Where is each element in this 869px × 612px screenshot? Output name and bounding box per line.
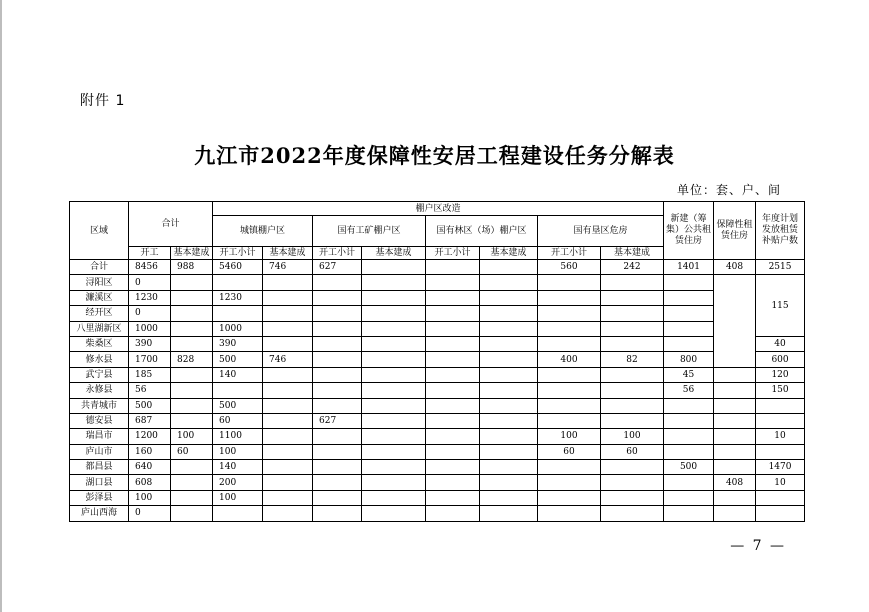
cell-m-done — [362, 352, 426, 367]
cell-t-start: 160 — [129, 444, 171, 459]
cell-r-start — [538, 398, 601, 413]
table-row — [70, 260, 805, 275]
cell-r-start: 100 — [538, 429, 601, 444]
cell-guarantee — [714, 490, 756, 505]
cell-subsidy — [756, 444, 805, 459]
cell-guarantee — [714, 413, 756, 428]
cell-guarantee — [714, 383, 756, 398]
cell-new-rental: 56 — [664, 383, 714, 398]
cell-r-done: 242 — [601, 260, 664, 275]
cell-u-done — [263, 383, 313, 398]
cell-new-rental: 45 — [664, 367, 714, 382]
cell-u-start: 390 — [213, 336, 263, 351]
cell-r-done: 60 — [601, 444, 664, 459]
cell-r-start — [538, 275, 601, 290]
cell-u-done — [263, 306, 313, 321]
cell-new-rental — [664, 336, 714, 351]
header-new-rental: 新建（筹集）公共租赁住房 — [664, 202, 714, 260]
cell-f-start — [426, 460, 480, 475]
table-row — [70, 413, 805, 428]
table-row — [70, 352, 805, 367]
cell-r-start: 560 — [538, 260, 601, 275]
cell-m-start: 627 — [313, 260, 362, 275]
cell-r-done — [601, 413, 664, 428]
cell-m-start — [313, 336, 362, 351]
cell-f-done — [480, 398, 538, 413]
cell-t-start: 0 — [129, 506, 171, 521]
cell-guarantee — [714, 460, 756, 475]
cell-u-done — [263, 321, 313, 336]
cell-r-start — [538, 290, 601, 305]
cell-r-start — [538, 506, 601, 521]
cell-u-start — [213, 506, 263, 521]
cell-t-start: 1230 — [129, 290, 171, 305]
cell-t-done: 988 — [171, 260, 213, 275]
cell-m-start — [313, 290, 362, 305]
cell-r-start — [538, 460, 601, 475]
subheader-urban-done: 基本建成 — [263, 247, 313, 260]
table-row — [70, 290, 805, 305]
cell-f-start — [426, 506, 480, 521]
cell-m-done — [362, 367, 426, 382]
cell-guarantee — [714, 444, 756, 459]
cell-m-done — [362, 336, 426, 351]
cell-f-start — [426, 429, 480, 444]
cell-m-done — [362, 383, 426, 398]
cell-f-start — [426, 321, 480, 336]
cell-f-done — [480, 367, 538, 382]
cell-guarantee — [714, 367, 756, 382]
table-row — [70, 444, 805, 459]
table-row — [70, 490, 805, 505]
cell-f-start — [426, 275, 480, 290]
cell-new-rental — [664, 490, 714, 505]
cell-r-done — [601, 398, 664, 413]
cell-region: 武宁县 — [70, 367, 129, 382]
cell-new-rental — [664, 306, 714, 321]
cell-t-done — [171, 490, 213, 505]
cell-u-done — [263, 475, 313, 490]
cell-m-start — [313, 275, 362, 290]
cell-m-start — [313, 475, 362, 490]
cell-region: 八里湖新区 — [70, 321, 129, 336]
page-edge-line — [0, 0, 2, 612]
cell-u-start: 140 — [213, 367, 263, 382]
cell-m-start — [313, 506, 362, 521]
cell-region: 彭泽县 — [70, 490, 129, 505]
cell-region: 德安县 — [70, 413, 129, 428]
cell-t-start: 100 — [129, 490, 171, 505]
cell-subsidy: 600 — [756, 352, 805, 367]
cell-m-done — [362, 475, 426, 490]
cell-u-done — [263, 460, 313, 475]
cell-m-done — [362, 306, 426, 321]
cell-r-done — [601, 306, 664, 321]
cell-f-done — [480, 275, 538, 290]
cell-subsidy: 2515 — [756, 260, 805, 275]
cell-t-start: 1200 — [129, 429, 171, 444]
cell-subsidy: 1470 — [756, 460, 805, 475]
cell-u-done — [263, 290, 313, 305]
cell-u-start: 60 — [213, 413, 263, 428]
header-urban-shantytown: 城镇棚户区 — [213, 216, 313, 247]
cell-f-done — [480, 352, 538, 367]
cell-m-start — [313, 383, 362, 398]
cell-t-done — [171, 398, 213, 413]
cell-m-done — [362, 490, 426, 505]
cell-m-done — [362, 275, 426, 290]
cell-m-start — [313, 490, 362, 505]
cell-guarantee: 408 — [714, 260, 756, 275]
cell-m-done — [362, 506, 426, 521]
task-breakdown-table — [69, 201, 805, 522]
table-row — [70, 460, 805, 475]
cell-u-start: 5460 — [213, 260, 263, 275]
cell-t-done: 828 — [171, 352, 213, 367]
subheader-mine-start: 开工小计 — [313, 247, 362, 260]
cell-u-done: 746 — [263, 352, 313, 367]
cell-r-start — [538, 383, 601, 398]
cell-r-done — [601, 383, 664, 398]
cell-subsidy-merged: 115 — [756, 275, 805, 337]
cell-region: 瑞昌市 — [70, 429, 129, 444]
cell-new-rental — [664, 321, 714, 336]
cell-f-start — [426, 336, 480, 351]
cell-f-done — [480, 413, 538, 428]
cell-u-start: 200 — [213, 475, 263, 490]
cell-r-done: 100 — [601, 429, 664, 444]
cell-m-done — [362, 321, 426, 336]
cell-subsidy: 10 — [756, 429, 805, 444]
cell-new-rental — [664, 444, 714, 459]
cell-u-start: 1000 — [213, 321, 263, 336]
cell-t-done — [171, 290, 213, 305]
cell-subsidy: 10 — [756, 475, 805, 490]
cell-u-done — [263, 275, 313, 290]
cell-r-done — [601, 475, 664, 490]
cell-r-done: 82 — [601, 352, 664, 367]
cell-region: 经开区 — [70, 306, 129, 321]
attachment-label: 附件 1 — [80, 93, 126, 109]
cell-u-done — [263, 367, 313, 382]
subheader-reclaim-done: 基本建成 — [601, 247, 664, 260]
header-annual-subsidy: 年度计划发放租赁补贴户数 — [756, 202, 805, 260]
document-title: 九江市2022年度保障性安居工程建设任务分解表 — [194, 143, 675, 168]
cell-u-done — [263, 398, 313, 413]
header-forest-shantytown: 国有林区（场）棚户区 — [426, 216, 538, 247]
cell-m-start: 627 — [313, 413, 362, 428]
cell-f-start — [426, 367, 480, 382]
cell-new-rental: 1401 — [664, 260, 714, 275]
cell-guarantee — [714, 506, 756, 521]
header-guarantee-rental: 保障性租赁住房 — [714, 202, 756, 260]
cell-region: 共青城市 — [70, 398, 129, 413]
cell-t-done — [171, 413, 213, 428]
cell-m-start — [313, 444, 362, 459]
cell-f-start — [426, 383, 480, 398]
cell-m-done — [362, 460, 426, 475]
cell-new-rental: 500 — [664, 460, 714, 475]
cell-f-done — [480, 490, 538, 505]
cell-u-done — [263, 336, 313, 351]
header-state-mine-shantytown: 国有工矿棚户区 — [313, 216, 426, 247]
cell-t-start: 1700 — [129, 352, 171, 367]
cell-new-rental — [664, 506, 714, 521]
table-row — [70, 321, 805, 336]
cell-f-start — [426, 352, 480, 367]
subheader-forest-start: 开工小计 — [426, 247, 480, 260]
cell-subsidy: 120 — [756, 367, 805, 382]
cell-f-start — [426, 260, 480, 275]
table-row — [70, 506, 805, 521]
cell-m-done — [362, 444, 426, 459]
cell-m-done — [362, 290, 426, 305]
cell-u-start: 500 — [213, 398, 263, 413]
cell-r-start: 400 — [538, 352, 601, 367]
cell-region: 濂溪区 — [70, 290, 129, 305]
cell-f-start — [426, 413, 480, 428]
cell-region: 湖口县 — [70, 475, 129, 490]
cell-guarantee: 408 — [714, 475, 756, 490]
cell-m-start — [313, 367, 362, 382]
table-row — [70, 367, 805, 382]
cell-r-start — [538, 475, 601, 490]
cell-u-start — [213, 275, 263, 290]
subheader-total-done: 基本建成 — [171, 247, 213, 260]
table-row — [70, 383, 805, 398]
cell-t-start: 640 — [129, 460, 171, 475]
cell-guarantee — [714, 429, 756, 444]
cell-f-done — [480, 290, 538, 305]
cell-u-done: 746 — [263, 260, 313, 275]
cell-r-done — [601, 460, 664, 475]
cell-t-done — [171, 275, 213, 290]
cell-u-done — [263, 506, 313, 521]
cell-t-start: 0 — [129, 306, 171, 321]
cell-new-rental — [664, 275, 714, 290]
cell-t-done — [171, 321, 213, 336]
header-region: 区域 — [70, 202, 129, 260]
cell-u-done — [263, 490, 313, 505]
cell-t-start: 56 — [129, 383, 171, 398]
cell-subsidy — [756, 398, 805, 413]
cell-subsidy — [756, 490, 805, 505]
cell-u-start: 500 — [213, 352, 263, 367]
table-row — [70, 429, 805, 444]
cell-new-rental — [664, 429, 714, 444]
cell-t-start: 608 — [129, 475, 171, 490]
cell-t-done — [171, 383, 213, 398]
cell-r-done — [601, 490, 664, 505]
cell-f-start — [426, 490, 480, 505]
header-shantytown: 棚户区改造 — [213, 202, 664, 216]
cell-f-start — [426, 306, 480, 321]
cell-new-rental — [664, 413, 714, 428]
cell-t-start: 1000 — [129, 321, 171, 336]
cell-m-done — [362, 260, 426, 275]
cell-t-done — [171, 475, 213, 490]
cell-u-start — [213, 383, 263, 398]
cell-region: 柴桑区 — [70, 336, 129, 351]
table-row — [70, 275, 805, 290]
cell-f-done — [480, 444, 538, 459]
cell-u-start: 100 — [213, 490, 263, 505]
page-number: — 7 — — [730, 538, 786, 554]
cell-region: 合计 — [70, 260, 129, 275]
cell-f-done — [480, 260, 538, 275]
cell-r-start — [538, 490, 601, 505]
subheader-mine-done: 基本建成 — [362, 247, 426, 260]
cell-r-start — [538, 367, 601, 382]
cell-m-start — [313, 398, 362, 413]
cell-m-start — [313, 352, 362, 367]
cell-t-start: 0 — [129, 275, 171, 290]
cell-r-done — [601, 506, 664, 521]
cell-r-start — [538, 336, 601, 351]
header-reclaim-dilapidated: 国有垦区危房 — [538, 216, 664, 247]
cell-region: 修水县 — [70, 352, 129, 367]
cell-r-start — [538, 413, 601, 428]
cell-f-start — [426, 290, 480, 305]
cell-new-rental: 800 — [664, 352, 714, 367]
cell-m-start — [313, 460, 362, 475]
cell-u-start: 1100 — [213, 429, 263, 444]
cell-region: 庐山市 — [70, 444, 129, 459]
cell-u-start: 140 — [213, 460, 263, 475]
cell-r-done — [601, 321, 664, 336]
cell-u-start — [213, 306, 263, 321]
cell-t-done: 60 — [171, 444, 213, 459]
cell-f-done — [480, 321, 538, 336]
cell-r-start — [538, 321, 601, 336]
cell-f-done — [480, 383, 538, 398]
subheader-urban-start: 开工小计 — [213, 247, 263, 260]
cell-new-rental — [664, 398, 714, 413]
cell-t-done — [171, 306, 213, 321]
cell-region: 永修县 — [70, 383, 129, 398]
cell-t-start: 687 — [129, 413, 171, 428]
cell-f-start — [426, 444, 480, 459]
cell-f-done — [480, 336, 538, 351]
cell-m-done — [362, 413, 426, 428]
cell-t-done — [171, 336, 213, 351]
cell-t-done — [171, 367, 213, 382]
cell-subsidy: 150 — [756, 383, 805, 398]
cell-t-start: 185 — [129, 367, 171, 382]
cell-u-start: 1230 — [213, 290, 263, 305]
cell-r-done — [601, 290, 664, 305]
cell-r-start: 60 — [538, 444, 601, 459]
cell-f-done — [480, 460, 538, 475]
cell-f-start — [426, 398, 480, 413]
cell-f-done — [480, 475, 538, 490]
table-row — [70, 336, 805, 351]
cell-region: 都昌县 — [70, 460, 129, 475]
cell-guarantee — [714, 398, 756, 413]
table-row — [70, 475, 805, 490]
cell-t-done — [171, 460, 213, 475]
cell-u-done — [263, 429, 313, 444]
cell-m-start — [313, 306, 362, 321]
cell-u-start: 100 — [213, 444, 263, 459]
cell-r-done — [601, 367, 664, 382]
cell-u-done — [263, 413, 313, 428]
cell-t-start: 500 — [129, 398, 171, 413]
cell-region: 庐山西海 — [70, 506, 129, 521]
cell-subsidy: 40 — [756, 336, 805, 351]
cell-r-done — [601, 275, 664, 290]
cell-t-done — [171, 506, 213, 521]
cell-m-done — [362, 398, 426, 413]
cell-new-rental — [664, 290, 714, 305]
table-row — [70, 398, 805, 413]
cell-guarantee-merged — [714, 275, 756, 367]
subheader-reclaim-start: 开工小计 — [538, 247, 601, 260]
cell-t-start: 8456 — [129, 260, 171, 275]
cell-u-done — [263, 444, 313, 459]
cell-new-rental — [664, 475, 714, 490]
cell-t-done: 100 — [171, 429, 213, 444]
header-total: 合计 — [129, 202, 213, 247]
cell-f-done — [480, 429, 538, 444]
table-row — [70, 306, 805, 321]
cell-m-start — [313, 321, 362, 336]
cell-region: 浔阳区 — [70, 275, 129, 290]
cell-t-start: 390 — [129, 336, 171, 351]
cell-m-done — [362, 429, 426, 444]
subheader-total-start: 开工 — [129, 247, 171, 260]
cell-r-start — [538, 306, 601, 321]
subheader-forest-done: 基本建成 — [480, 247, 538, 260]
cell-f-start — [426, 475, 480, 490]
cell-f-done — [480, 306, 538, 321]
cell-r-done — [601, 336, 664, 351]
cell-subsidy — [756, 413, 805, 428]
cell-f-done — [480, 506, 538, 521]
cell-subsidy — [756, 506, 805, 521]
unit-note: 单位：套、户、间 — [676, 183, 781, 197]
cell-m-start — [313, 429, 362, 444]
